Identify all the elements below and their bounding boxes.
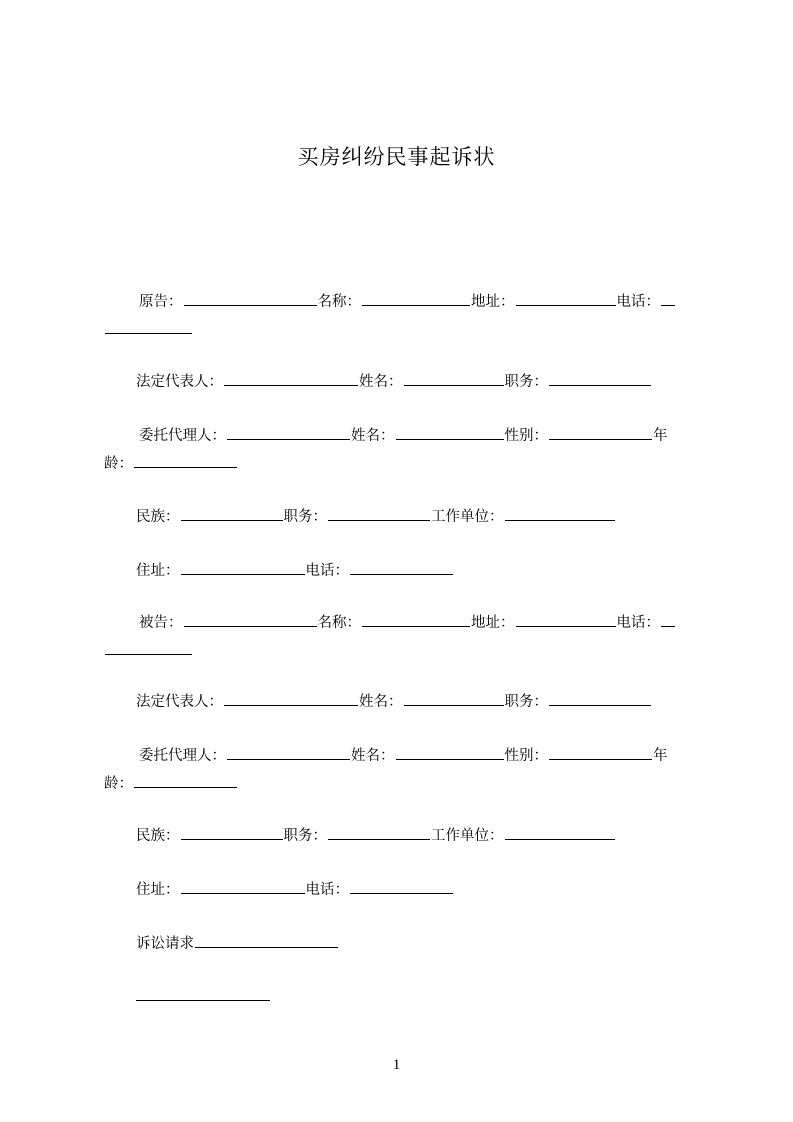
position-label: 职务： (283, 509, 327, 525)
position-blank[interactable] (328, 824, 430, 840)
agent-label: 委托代理人： (139, 748, 226, 764)
plaintiff-agent-line (139, 424, 668, 446)
residence-label: 住址： (136, 882, 180, 898)
defendant-name-label: 名称： (317, 615, 361, 631)
agent-age-label-part2: 龄： (104, 776, 133, 792)
residence-phone-blank[interactable] (350, 878, 453, 894)
defendant-agent-age-line (104, 772, 238, 794)
agent-name-blank[interactable] (396, 744, 504, 760)
legal-rep-blank[interactable] (224, 690, 358, 706)
legal-rep-label: 法定代表人： (136, 374, 223, 390)
plaintiff-blank[interactable] (184, 290, 317, 306)
defendant-address-blank[interactable] (516, 611, 616, 627)
agent-label: 委托代理人： (139, 428, 226, 444)
position-label: 职务： (283, 828, 327, 844)
ethnicity-label: 民族： (136, 509, 180, 525)
plaintiff-name-label: 名称： (317, 294, 361, 310)
residence-phone-label: 电话： (305, 882, 349, 898)
defendant-label: 被告： (139, 615, 183, 631)
agent-blank[interactable] (227, 744, 350, 760)
agent-name-label: 姓名： (351, 428, 395, 444)
residence-blank[interactable] (181, 878, 305, 894)
plaintiff-ethnicity-line (136, 505, 616, 527)
defendant-agent-line (139, 744, 668, 766)
plaintiff-legal-rep-line (136, 370, 652, 392)
plaintiff-name-blank[interactable] (362, 290, 470, 306)
legal-rep-position-blank[interactable] (549, 690, 651, 706)
residence-blank[interactable] (181, 559, 305, 575)
agent-age-label-part2: 龄： (104, 456, 133, 472)
ethnicity-blank[interactable] (181, 824, 283, 840)
defendant-phone-cont-line (104, 639, 193, 661)
legal-rep-name-label: 姓名： (359, 374, 403, 390)
agent-gender-blank[interactable] (549, 744, 652, 760)
plaintiff-phone-blank[interactable] (661, 290, 675, 306)
claims-cont-line (136, 985, 271, 1007)
plaintiff-phone-blank-cont[interactable] (105, 318, 192, 334)
legal-rep-position-label: 职务： (504, 374, 548, 390)
plaintiff-phone-cont-line (104, 318, 193, 340)
defendant-phone-label: 电话： (616, 615, 660, 631)
residence-phone-label: 电话： (305, 563, 349, 579)
agent-age-label-part1: 年 (653, 428, 668, 444)
agent-age-label-part1: 年 (653, 748, 668, 764)
residence-phone-blank[interactable] (350, 559, 453, 575)
legal-rep-position-label: 职务： (504, 694, 548, 710)
page-number: 1 (392, 1057, 401, 1073)
position-blank[interactable] (328, 505, 430, 521)
agent-blank[interactable] (227, 424, 350, 440)
agent-age-blank[interactable] (134, 772, 237, 788)
work-unit-blank[interactable] (505, 824, 615, 840)
defendant-blank[interactable] (184, 611, 317, 627)
defendant-residence-line (136, 878, 454, 900)
defendant-ethnicity-line (136, 824, 616, 846)
residence-label: 住址： (136, 563, 180, 579)
agent-gender-label: 性别： (504, 428, 548, 444)
plaintiff-phone-label: 电话： (616, 294, 660, 310)
defendant-phone-blank-cont[interactable] (105, 639, 192, 655)
ethnicity-blank[interactable] (181, 505, 283, 521)
legal-rep-blank[interactable] (224, 370, 358, 386)
agent-gender-blank[interactable] (549, 424, 652, 440)
document-title: 买房纠纷民事起诉状 (297, 145, 496, 169)
defendant-phone-blank[interactable] (661, 611, 675, 627)
agent-name-label: 姓名： (351, 748, 395, 764)
agent-age-blank[interactable] (134, 452, 237, 468)
defendant-address-label: 地址： (471, 615, 515, 631)
claims-blank[interactable] (195, 932, 338, 948)
ethnicity-label: 民族： (136, 828, 180, 844)
claims-line (136, 932, 339, 954)
plaintiff-label: 原告： (139, 294, 183, 310)
defendant-name-blank[interactable] (362, 611, 470, 627)
legal-rep-position-blank[interactable] (549, 370, 651, 386)
plaintiff-address-blank[interactable] (516, 290, 616, 306)
work-unit-label: 工作单位： (431, 828, 504, 844)
agent-name-blank[interactable] (396, 424, 504, 440)
plaintiff-agent-age-line (104, 452, 238, 474)
claims-label: 诉讼请求 (136, 936, 194, 952)
plaintiff-residence-line (136, 559, 454, 581)
work-unit-label: 工作单位： (431, 509, 504, 525)
legal-rep-name-blank[interactable] (404, 370, 504, 386)
plaintiff-address-label: 地址： (471, 294, 515, 310)
claims-blank-cont[interactable] (136, 985, 270, 1001)
legal-rep-label: 法定代表人： (136, 694, 223, 710)
legal-rep-name-label: 姓名： (359, 694, 403, 710)
work-unit-blank[interactable] (505, 505, 615, 521)
defendant-legal-rep-line (136, 690, 652, 712)
legal-rep-name-blank[interactable] (404, 690, 504, 706)
agent-gender-label: 性别： (504, 748, 548, 764)
plaintiff-line (139, 290, 676, 312)
defendant-line (139, 611, 676, 633)
